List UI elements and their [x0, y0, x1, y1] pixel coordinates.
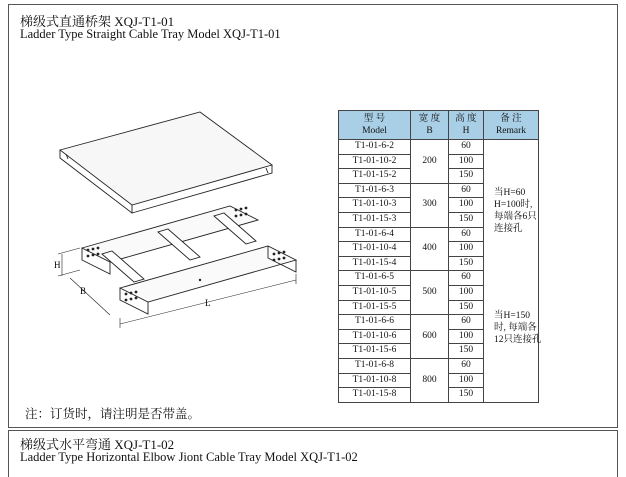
- cell-model: T1-01-10-6: [339, 329, 411, 344]
- cell-height: 150: [449, 300, 484, 315]
- cell-height: 60: [449, 315, 484, 330]
- remark-line: 连接孔: [494, 224, 523, 234]
- cell-model: T1-01-15-3: [339, 212, 411, 227]
- remark-line: H=100时,: [494, 200, 533, 210]
- cell-width: 500: [411, 271, 449, 315]
- cell-height: 60: [449, 227, 484, 242]
- cell-model: T1-01-10-3: [339, 198, 411, 213]
- cell-height: 60: [449, 183, 484, 198]
- label-b: B: [80, 286, 87, 296]
- cell-height: 150: [449, 344, 484, 359]
- cell-height: 150: [449, 256, 484, 271]
- cell-model: T1-01-10-5: [339, 285, 411, 300]
- table-row: [339, 140, 539, 155]
- section-title-cn: 梯级式直通桥架 XQJ-T1-01: [20, 14, 175, 29]
- cell-remark: [484, 140, 539, 403]
- cell-height: 60: [449, 358, 484, 373]
- section2-title-en: Ladder Type Horizontal Elbow Jiont Cable Tray Model XQJ-T1-02: [20, 450, 358, 464]
- remark-60-100: [494, 187, 550, 235]
- cell-model: T1-01-6-4: [339, 227, 411, 242]
- cell-width: 400: [411, 227, 449, 271]
- section-title-en: Ladder Type Straight Cable Tray Model XQJ-T1-01: [20, 27, 281, 41]
- ladder-tray: [82, 206, 296, 314]
- remark-line: 每端各6只: [494, 212, 537, 222]
- section-horizontal-elbow: [8, 430, 618, 477]
- header-remark: 备 注 Remark: [484, 111, 539, 140]
- label-h: H: [54, 260, 61, 270]
- cell-model: T1-01-6-2: [339, 140, 411, 155]
- cable-tray-drawing: [40, 110, 310, 350]
- order-note: 注：订货时，请注明是否带盖。: [25, 407, 201, 421]
- cell-height: 150: [449, 212, 484, 227]
- cell-model: T1-01-15-8: [339, 388, 411, 403]
- header-width: 宽 度 B: [411, 111, 449, 140]
- cell-width: 600: [411, 315, 449, 359]
- remark-line: 当H=150: [494, 311, 530, 321]
- cell-model: T1-01-10-8: [339, 373, 411, 388]
- header-height: 高 度 H: [449, 111, 484, 140]
- cell-model: T1-01-10-2: [339, 154, 411, 169]
- remark-150: [494, 310, 550, 346]
- cell-height: 100: [449, 285, 484, 300]
- cell-width: 800: [411, 358, 449, 402]
- cell-model: T1-01-15-4: [339, 256, 411, 271]
- spec-table: [338, 110, 539, 403]
- cell-height: 150: [449, 169, 484, 184]
- remark-line: 当H=60: [494, 188, 526, 198]
- remark-line: 时, 每端各: [494, 323, 537, 333]
- cell-height: 100: [449, 198, 484, 213]
- cell-model: T1-01-6-5: [339, 271, 411, 286]
- cell-height: 100: [449, 154, 484, 169]
- cell-height: 100: [449, 329, 484, 344]
- cell-model: T1-01-6-8: [339, 358, 411, 373]
- cell-model: T1-01-15-5: [339, 300, 411, 315]
- tray-cover: [60, 112, 272, 213]
- cell-model: T1-01-15-6: [339, 344, 411, 359]
- section2-title-cn: 梯级式水平弯通 XQJ-T1-02: [20, 437, 175, 452]
- cell-height: 60: [449, 271, 484, 286]
- cell-height: 60: [449, 140, 484, 155]
- cell-model: T1-01-10-4: [339, 242, 411, 257]
- cell-height: 100: [449, 242, 484, 257]
- remark-line: 12只连接孔: [494, 335, 542, 345]
- table-header-row: [339, 111, 539, 140]
- cell-model: T1-01-6-3: [339, 183, 411, 198]
- cell-model: T1-01-15-2: [339, 169, 411, 184]
- cell-height: 100: [449, 373, 484, 388]
- cell-height: 150: [449, 388, 484, 403]
- label-l: L: [205, 298, 211, 308]
- header-model: 型 号 Model: [339, 111, 411, 140]
- cell-width: 300: [411, 183, 449, 227]
- cell-model: T1-01-6-6: [339, 315, 411, 330]
- cell-width: 200: [411, 140, 449, 184]
